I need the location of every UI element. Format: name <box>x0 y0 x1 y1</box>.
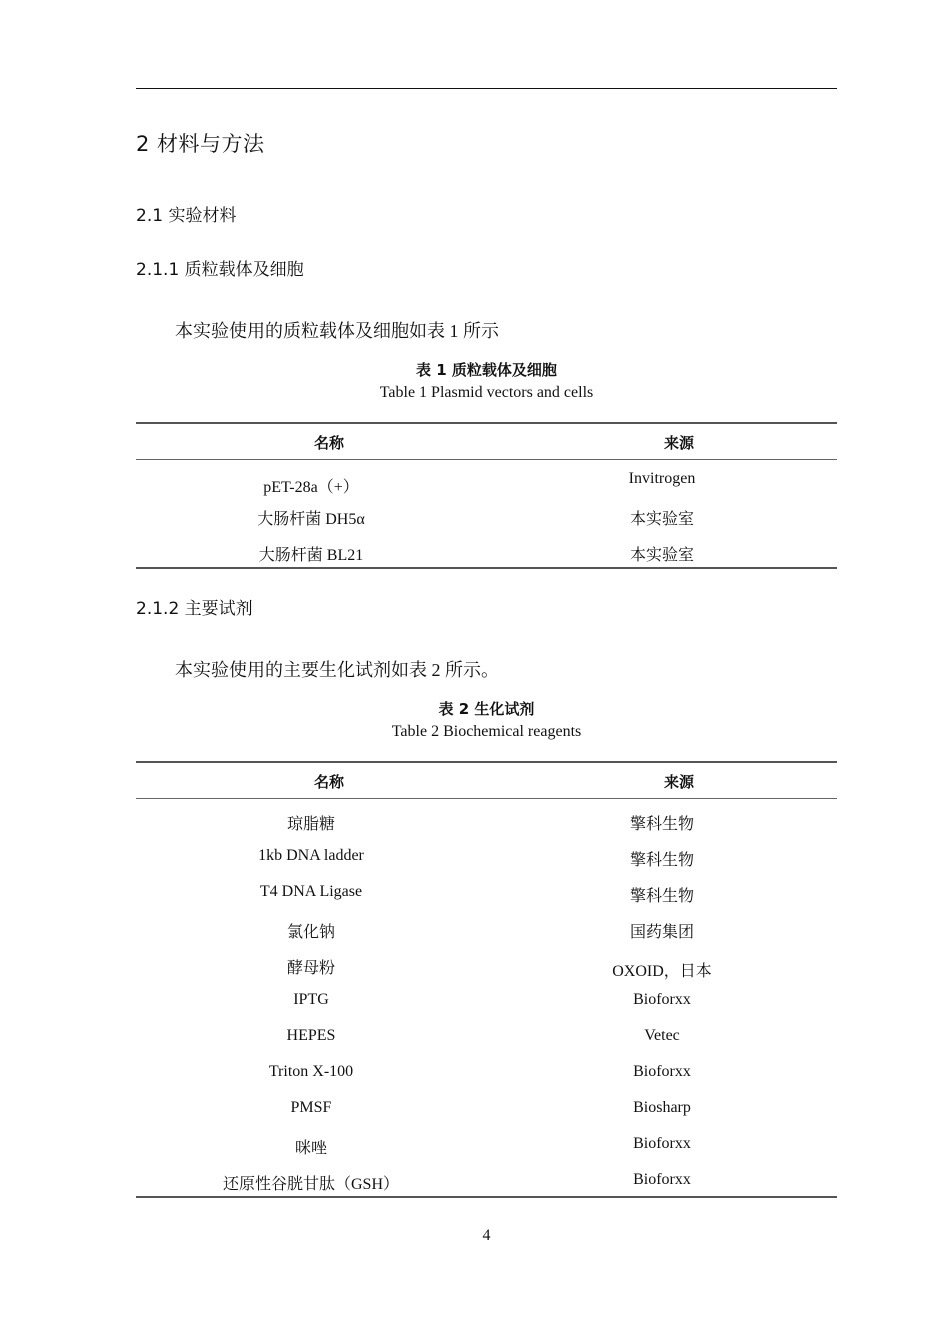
table1-caption-en: Table 1 Plasmid vectors and cells <box>379 384 594 401</box>
table-row <box>136 1091 837 1127</box>
column-header-name: 名称 <box>313 434 344 452</box>
table-row <box>136 983 837 1019</box>
cell-source: 国药集团 <box>629 924 694 941</box>
table-row <box>136 1019 837 1055</box>
table-bottom-rule <box>136 567 837 569</box>
table-row <box>136 911 837 947</box>
subsubsection-heading-reagents: 2.1.2 主要试剂 <box>136 599 253 619</box>
table-row <box>136 1127 837 1163</box>
table-row <box>136 803 837 839</box>
table1-caption-zh: 表 1 质粒载体及细胞 <box>416 361 557 379</box>
cell-source: Bioforxx <box>633 1063 691 1080</box>
cell-source: Bioforxx <box>633 1171 691 1188</box>
table-row <box>136 462 837 498</box>
cell-source: Bioforxx <box>633 991 691 1008</box>
cell-source: 本实验室 <box>629 547 694 564</box>
column-header-name: 名称 <box>313 773 344 791</box>
table-body <box>136 460 837 567</box>
cell-name: 大肠杆菌 BL21 <box>258 547 364 564</box>
page-number: 4 <box>482 1227 491 1244</box>
table-row <box>136 1163 837 1196</box>
table-row <box>136 947 837 983</box>
cell-source: 擎科生物 <box>629 852 694 869</box>
table1 <box>136 422 837 569</box>
table2-caption-zh: 表 2 生化试剂 <box>438 700 535 718</box>
column-header-source: 来源 <box>663 434 694 452</box>
table-row <box>136 875 837 911</box>
table-row <box>136 498 837 534</box>
cell-name: Triton X-100 <box>268 1063 354 1080</box>
cell-source: Invitrogen <box>628 470 696 487</box>
cell-name: 氯化钠 <box>286 924 335 941</box>
cell-name: 大肠杆菌 DH5α <box>257 511 365 528</box>
table-row <box>136 534 837 567</box>
table-bottom-rule <box>136 1196 837 1198</box>
header-rule <box>136 88 837 89</box>
table-row <box>136 1055 837 1091</box>
cell-source: Biosharp <box>633 1099 691 1116</box>
column-header-source: 来源 <box>663 773 694 791</box>
paragraph-table2-intro: 本实验使用的主要生化试剂如表 2 所示。 <box>175 660 499 680</box>
section-heading: 2 材料与方法 <box>136 132 265 156</box>
cell-source: 擎科生物 <box>629 816 694 833</box>
subsection-heading: 2.1 实验材料 <box>136 206 237 226</box>
cell-name: T4 DNA Ligase <box>259 883 363 900</box>
table-header-row <box>136 763 837 798</box>
cell-source: Vetec <box>644 1027 680 1044</box>
subsubsection-heading-plasmids: 2.1.1 质粒载体及细胞 <box>136 260 304 280</box>
cell-source: 本实验室 <box>629 511 694 528</box>
cell-source: OXOID，日本 <box>612 963 712 980</box>
cell-name: pET-28a（+） <box>263 479 359 496</box>
cell-source: Bioforxx <box>633 1135 691 1152</box>
paragraph-table1-intro: 本实验使用的质粒载体及细胞如表 1 所示 <box>175 321 499 341</box>
cell-name: HEPES <box>286 1027 336 1044</box>
cell-name: 酵母粉 <box>286 960 335 977</box>
cell-name: IPTG <box>293 991 329 1008</box>
cell-name: 还原性谷胱甘肽（GSH） <box>222 1176 399 1193</box>
cell-name: 1kb DNA ladder <box>258 847 364 864</box>
table-row <box>136 839 837 875</box>
cell-source: 擎科生物 <box>629 888 694 905</box>
cell-name: 咪唑 <box>294 1140 327 1157</box>
table2 <box>136 761 837 1198</box>
table-body <box>136 799 837 1196</box>
table-header-row <box>136 424 837 459</box>
cell-name: PMSF <box>290 1099 332 1116</box>
cell-name: 琼脂糖 <box>286 816 335 833</box>
table2-caption-en: Table 2 Biochemical reagents <box>391 723 582 740</box>
